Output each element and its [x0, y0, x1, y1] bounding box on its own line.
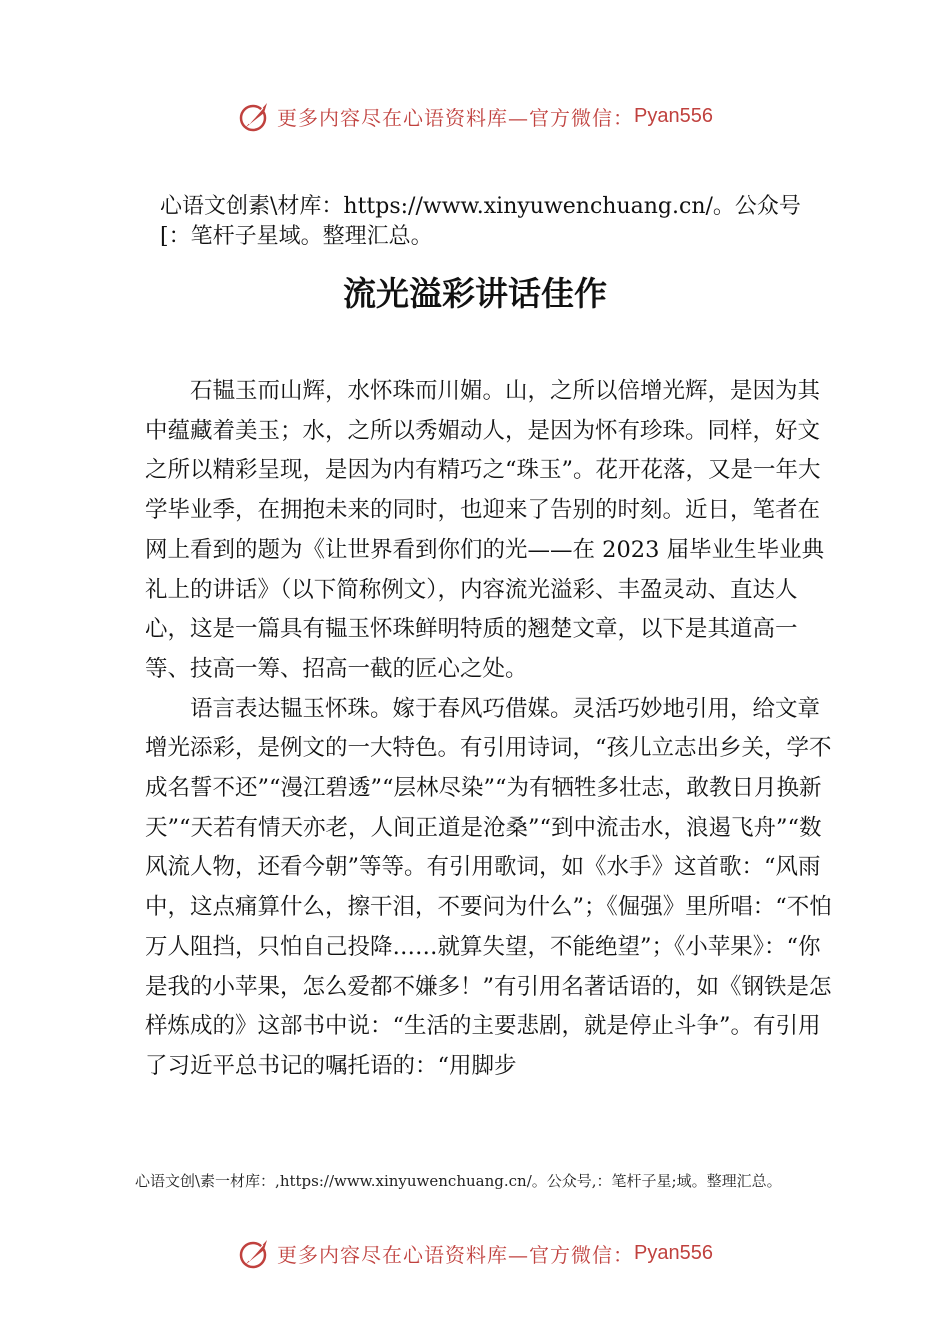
banner-text: 更多内容尽在心语资料库—官方微信：	[277, 105, 635, 130]
paragraph-1: 石韫玉而山辉，水怀珠而川媚。山，之所以倍增光辉，是因为其中蕴藏着美玉；水，之所以秀媚动人，是因为怀有珍珠。同样，好文之所以精彩呈现，是因为内有精巧之“珠玉”。花开花落，又是一年大学毕业季，在拥抱未来的同时，也迎来了告别的时刻。近日，笔者在网上看到的题为《让世界看到你们的光——在 2023 届毕业生毕业典礼上的讲话》（以下简称例文），内容流光溢彩、丰盈灵动、直达人心，这是一篇具有韫玉怀珠鲜明特质的翘楚文章，以下是其道高一等、技高一筹、招高一截的匠心之处。	[145, 378, 825, 682]
footer-banner	[0, 1233, 950, 1273]
feather-pen-logo-icon	[237, 98, 273, 134]
page-title: 流光溢彩讲话佳作	[343, 274, 607, 313]
footer-source-note: 心语文创\素一材库：,https://www.xinyuwenchuang.cn/。公众号,：笔杆子星;域。整理汇总。	[135, 1172, 782, 1190]
feather-pen-logo-icon	[237, 1235, 273, 1271]
banner-wechat-id: Pyan556	[634, 104, 713, 127]
banner-wechat-id: Pyan556	[634, 1241, 713, 1264]
header-banner	[0, 96, 950, 136]
source-line: 心语文创素\材库：https://www.xinyuwenchuang.cn/。公众号[：笔杆子星域。整理汇总。	[160, 194, 801, 249]
article-body	[145, 372, 835, 1087]
banner-text: 更多内容尽在心语资料库—官方微信：	[277, 1242, 635, 1267]
paragraph-2: 语言表达韫玉怀珠。嫁于春风巧借媒。灵活巧妙地引用，给文章增光添彩，是例文的一大特色。有引用诗词，“孩儿立志出乡关，学不成名誓不还”“漫江碧透”“层林尽染”“为有牺牲多壮志，敢教日月换新天”“天若有情天亦老，人间正道是沧桑”“到中流击水，浪遏飞舟”“数风流人物，还看今朝”等等。有引用歌词，如《水手》这首歌：“风雨中，这点痛算什么，擦干泪，不要问为什么”；《倔强》里所唱：“不怕万人阻挡，只怕自己投降……就算失望，不能绝望”；《小苹果》：“你是我的小苹果，怎么爱都不嫌多！”有引用名著话语的，如《钢铁是怎样炼成的》这部书中说：“生活的主要悲剧，就是停止斗争”。有引用了习近平总书记的嘱托语的：“用脚步	[145, 695, 832, 1079]
